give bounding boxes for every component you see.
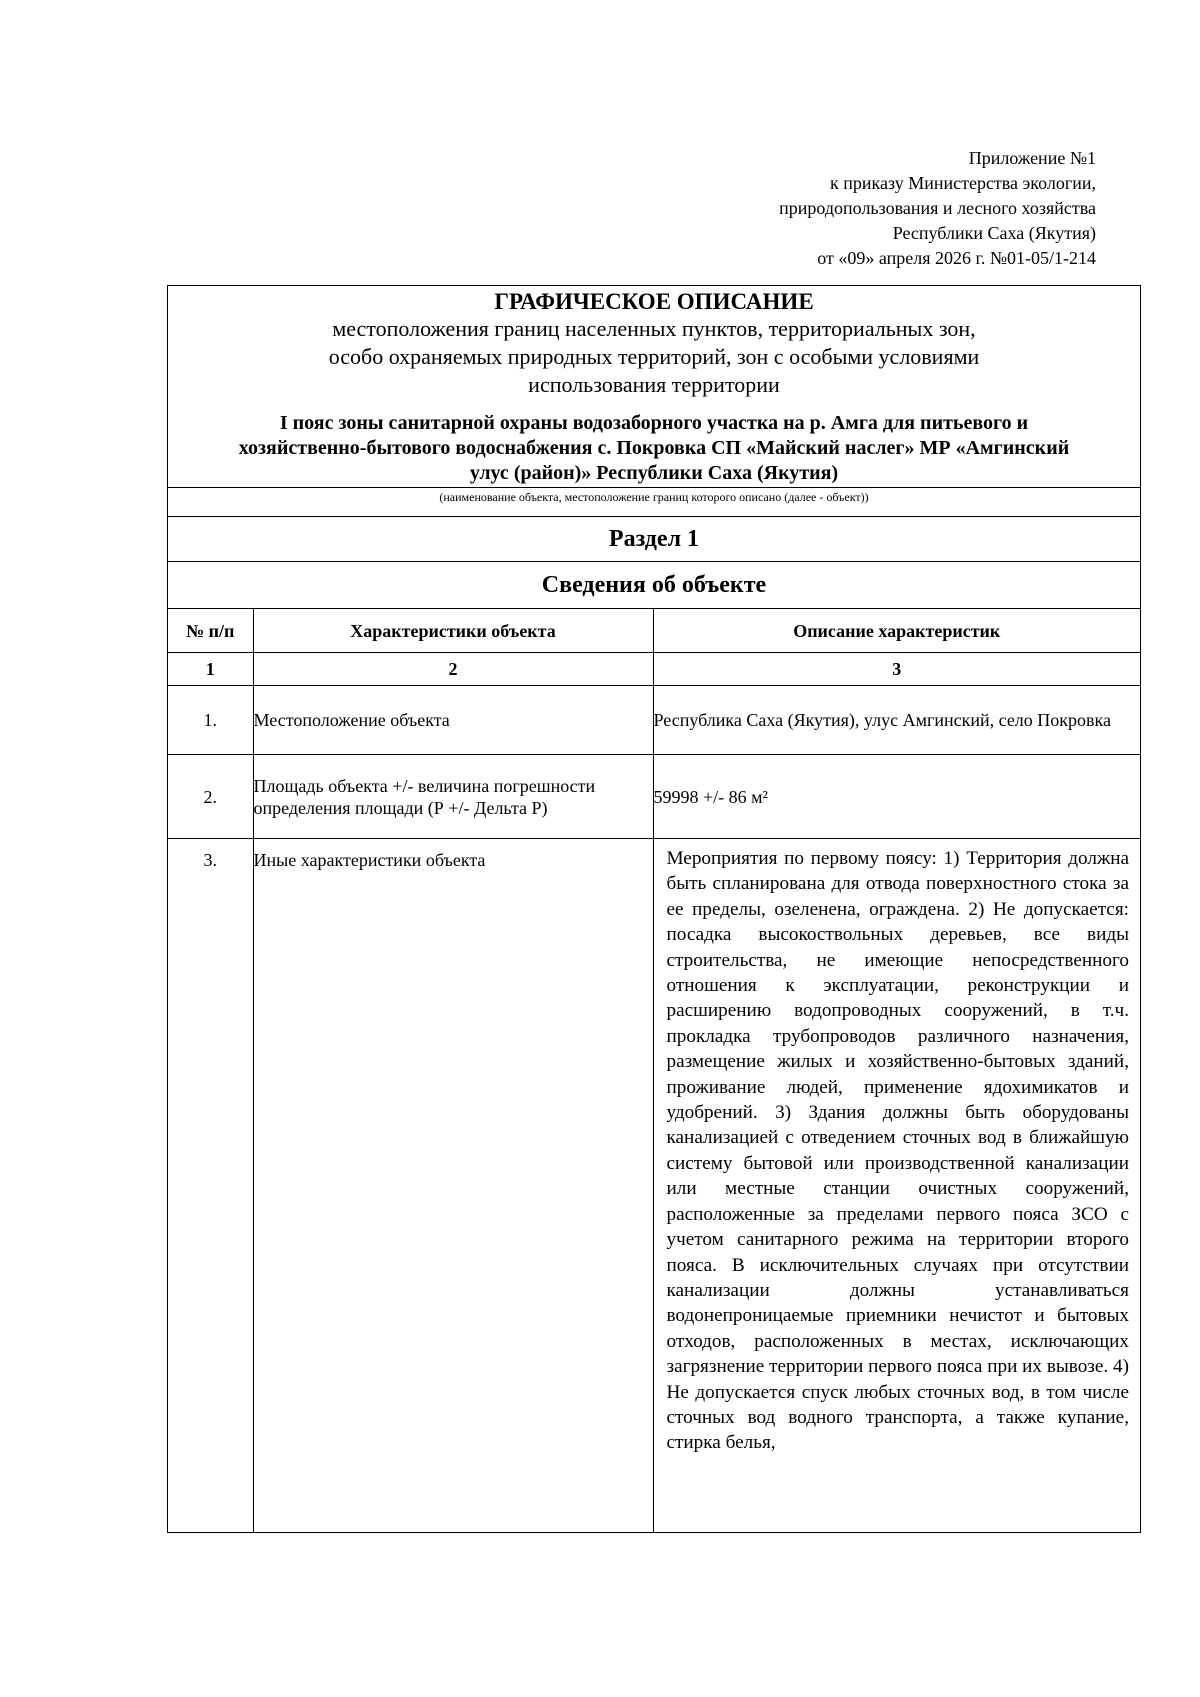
object-name-line: хозяйственно-бытового водоснабжения с. Покровка СП «Майский наслег» МР «Амгинский	[238, 437, 1070, 459]
table-row	[168, 686, 1140, 755]
index-cell: 2	[253, 653, 653, 686]
index-cell: 1	[168, 653, 253, 686]
table-row	[168, 839, 1140, 1532]
appendix-line: природопользования и лесного хозяйства	[779, 198, 1096, 218]
appendix-line: Республики Саха (Якутия)	[892, 223, 1096, 243]
appendix-block	[536, 146, 1096, 271]
header-cell-characteristic: Характеристики объекта	[253, 609, 653, 653]
row-description: 59998 +/- 86 м²	[653, 755, 1140, 839]
object-name-line: I пояс зоны санитарной охраны водозаборного участка на р. Амга для питьевого и	[279, 412, 1029, 434]
row-characteristic: Местоположение объекта	[253, 686, 653, 755]
appendix-line: Приложение №1	[968, 148, 1096, 168]
section-title: Раздел 1	[168, 516, 1140, 561]
object-info-table	[168, 608, 1140, 1532]
row-characteristic: Иные характеристики объекта	[253, 839, 653, 1532]
appendix-line: к приказу Министерства экологии,	[829, 173, 1096, 193]
object-name-line: улус (район)» Республики Саха (Якутия)	[469, 462, 839, 484]
row-number: 2.	[168, 755, 253, 839]
header-cell-description: Описание характеристик	[653, 609, 1140, 653]
document-subtitle-line: использования территории	[528, 372, 780, 397]
row-description: Республика Саха (Якутия), улус Амгинский, село Покровка	[653, 686, 1140, 755]
object-name	[174, 411, 1134, 487]
document-subtitle-line: местоположения границ населенных пунктов, территориальных зон,	[332, 316, 976, 341]
header-block	[168, 286, 1140, 487]
document-frame	[167, 285, 1141, 1533]
row-characteristic: Площадь объекта +/- величина погрешности определения площади (Р +/- Дельта Р)	[253, 755, 653, 839]
row-number: 1.	[168, 686, 253, 755]
document-subtitle-line: особо охраняемых природных территорий, зон с особыми условиями	[328, 344, 980, 369]
table-row	[168, 755, 1140, 839]
index-cell: 3	[653, 653, 1140, 686]
table-header-row	[168, 609, 1140, 653]
header-cell-number: № п/п	[168, 609, 253, 653]
appendix-line: от «09» апреля 2026 г. №01-05/1-214	[817, 248, 1096, 268]
row-number: 3.	[168, 839, 253, 1532]
row-description: Мероприятия по первому поясу: 1) Территория должна быть спланирована для отвода поверхностного стока за ее пределы, озеленена, ограждена. 2) Не допускается: посадка высокоствольных деревьев, все виды строительства, не имеющие непосредственного отношения к эксплуатации, реконструкции и расширению водопроводных сооружений, в т.ч. прокладка трубопроводов различного назначения, размещение жилых и хозяйственно-бытовых зданий, проживание людей, применение ядохимикатов и удобрений. 3) Здания должны быть оборудованы канализацией с отведением сточных вод в ближайшую систему бытовой или производственной канализации или местные станции очистных сооружений, расположенные за пределами первого пояса ЗСО с учетом санитарного режима на территории второго пояса. В исключительных случаях при отсутствии канализации должны устанавливаться водонепроницаемые приемники нечистот и бытовых отходов, расположенных в местах, исключающих загрязнение территории первого пояса при их вывозе. 4) Не допускается спуск любых сточных вод, в том числе сточных вод водного транспорта, а также купание, стирка белья,	[653, 839, 1140, 1532]
section-subtitle: Сведения об объекте	[168, 561, 1140, 608]
table-index-row	[168, 653, 1140, 686]
document-title: ГРАФИЧЕСКОЕ ОПИСАНИЕ	[494, 289, 814, 314]
object-name-caption: (наименование объекта, местоположение границ которого описано (далее - объект))	[168, 487, 1140, 516]
